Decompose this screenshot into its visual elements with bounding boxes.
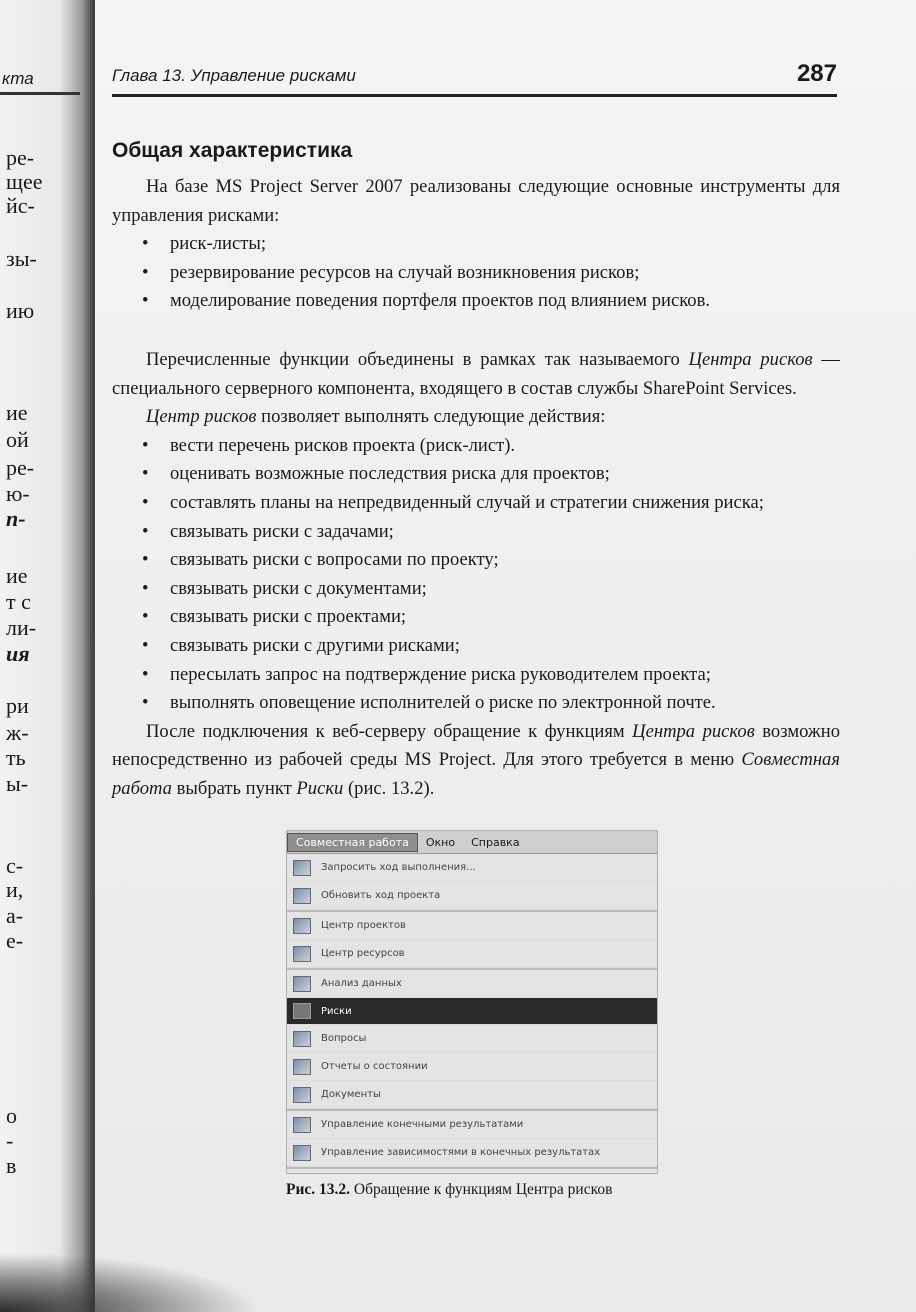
previous-page-fragment: ю-: [6, 481, 30, 506]
menu-item-request-progress[interactable]: [287, 854, 657, 882]
running-header: [112, 60, 837, 97]
menu-item-label: Документы: [321, 1089, 381, 1100]
menu-collaboration[interactable]: Совместная работа: [287, 833, 418, 852]
previous-page-fragment: ы-: [6, 771, 29, 796]
menu-item-label: Центр ресурсов: [321, 948, 405, 959]
dependencies-icon: [293, 1145, 311, 1161]
text-run: Перечисленные функции объединены в рамках так называемого: [146, 348, 689, 370]
intro-paragraph: На базе MS Project Server 2007 реализованы следующие основные инструменты для управления рисками:: [112, 176, 840, 226]
previous-page-fragment: т с: [6, 589, 31, 614]
menu-item-data-analysis[interactable]: [287, 968, 657, 998]
text-run: После подключения к веб-серверу обращение к функциям: [146, 720, 633, 742]
term-risk-center: Центр рисков: [146, 406, 257, 428]
list-item: • выполнять оповещение исполнителей о риске по электронной почте.: [112, 689, 840, 718]
page-content: [112, 138, 840, 803]
deliverables-icon: [293, 1117, 311, 1133]
menu-help[interactable]: Справка: [471, 835, 520, 849]
list-item: • пересылать запрос на подтверждение риска руководителем проекта;: [112, 661, 840, 690]
list-item: • моделирование поведения портфеля проектов под влиянием рисков.: [112, 287, 840, 316]
previous-page-header-rule: [0, 92, 80, 95]
menu-item-collaboration-options[interactable]: [287, 1167, 657, 1174]
menu-item-issues[interactable]: [287, 1025, 657, 1053]
menu-screenshot-figure: [286, 830, 658, 1174]
list-item: • риск-листы;: [112, 230, 840, 259]
previous-page-fragment: а-: [6, 903, 24, 928]
previous-page-fragment: ие: [6, 563, 28, 588]
resource-center-icon: [293, 946, 311, 962]
text-run: возможно непосредственно из рабочей среды MS Project. Для этого требуется в меню: [112, 720, 841, 771]
previous-page-fragment: йс-: [6, 193, 35, 218]
text-run: выбрать пункт: [171, 777, 297, 799]
menu-item-label: Анализ данных: [321, 978, 402, 989]
previous-page-fragment: о: [6, 1103, 17, 1128]
previous-page-fragment: -: [6, 1128, 14, 1153]
request-icon: [293, 860, 311, 876]
menubar: [287, 831, 657, 854]
previous-page-fragment: ию: [6, 298, 35, 323]
menu-item-risks[interactable]: [287, 998, 657, 1025]
previous-page-fragment: ой: [6, 427, 29, 452]
collaboration-menu-dropdown: [287, 854, 657, 1174]
connection-paragraph: [112, 718, 840, 804]
chapter-title: Глава 13. Управление рисками: [112, 66, 356, 85]
menu-item-documents[interactable]: [287, 1081, 657, 1109]
actions-intro-paragraph: [112, 403, 840, 432]
term-risk-center: Центра рисков: [632, 720, 755, 742]
term-collaboration-menu: Совместная работа: [112, 749, 840, 799]
previous-page-fragment: е-: [6, 928, 24, 953]
menu-item-label: Вопросы: [321, 1033, 367, 1044]
report-icon: [293, 1059, 311, 1075]
menu-item-label: Обновить ход проекта: [321, 890, 441, 901]
list-item: • связывать риски с задачами;: [112, 518, 840, 547]
text-run: — специального серверного компонента, входящего в состав службы SharePoint Services.: [112, 348, 841, 399]
previous-page-fragment: зы-: [6, 246, 37, 271]
tools-list: [112, 230, 840, 316]
menu-item-label: Запросить ход выполнения...: [321, 862, 476, 873]
list-item: • резервирование ресурсов на случай возникновения рисков;: [112, 259, 840, 288]
previous-page-fragment: щее: [6, 169, 43, 194]
previous-page-fragment: и,: [6, 877, 24, 902]
previous-page-fragment: ия: [6, 641, 30, 666]
list-item: • оценивать возможные последствия риска для проектов;: [112, 460, 840, 489]
text-run: (рис. 13.2).: [343, 777, 435, 799]
risk-center-paragraph: [112, 346, 840, 403]
list-item: • связывать риски с вопросами по проекту;: [112, 546, 840, 575]
update-icon: [293, 888, 311, 904]
section-heading: Общая характеристика: [112, 139, 353, 162]
previous-page-fragment: кта: [2, 69, 34, 88]
previous-page-fragment: ие: [6, 400, 28, 425]
issues-icon: [293, 1031, 311, 1047]
list-item: • составлять планы на непредвиденный случай и стратегии снижения риска;: [112, 489, 840, 518]
page-number: 287: [796, 60, 837, 87]
list-item: • связывать риски с документами;: [112, 575, 840, 604]
menu-item-label: Центр проектов: [321, 920, 406, 931]
menu-window[interactable]: Окно: [425, 835, 456, 849]
previous-page-fragment: ре-: [6, 455, 35, 480]
list-item: • вести перечень рисков проекта (риск-лист).: [112, 432, 840, 461]
list-item: • связывать риски с другими рисками;: [112, 632, 840, 661]
text-run: позволяет выполнять следующие действия:: [256, 406, 606, 428]
previous-page-fragment: в: [6, 1153, 17, 1178]
previous-page-fragment: ж-: [6, 720, 29, 745]
menu-item-update-progress[interactable]: [287, 882, 657, 910]
menu-item-project-center[interactable]: [287, 910, 657, 940]
term-risk-center: Центра рисков: [688, 348, 813, 370]
caption-text: Обращение к функциям Центра рисков: [350, 1181, 613, 1198]
previous-page-fragment: ре-: [6, 145, 35, 170]
previous-page-fragment: ри: [6, 693, 29, 718]
list-item: • связывать риски с проектами;: [112, 603, 840, 632]
menu-item-label: Управление зависимостями в конечных результатах: [321, 1147, 601, 1158]
analysis-icon: [293, 976, 311, 992]
previous-page-fragment: ть: [6, 745, 26, 770]
caption-label: Рис. 13.2.: [286, 1181, 351, 1198]
menu-item-status-reports[interactable]: [287, 1053, 657, 1081]
menu-item-resource-center[interactable]: [287, 940, 657, 968]
menu-item-label: Риски: [321, 1005, 352, 1017]
previous-page-edge: [0, 0, 80, 1312]
menu-item-deliverable-dependencies[interactable]: [287, 1139, 657, 1167]
previous-page-fragment: с-: [6, 853, 24, 878]
risks-icon: [293, 1003, 311, 1019]
term-risks-item: Риски: [296, 777, 344, 799]
previous-page-fragment: п-: [6, 506, 26, 531]
figure-caption: [286, 1181, 666, 1199]
actions-list: [112, 432, 840, 718]
menu-item-deliverables[interactable]: [287, 1109, 657, 1139]
menu-item-label: Управление конечными результатами: [321, 1119, 524, 1130]
folder-icon: [293, 1087, 311, 1103]
previous-page-fragment: ли-: [6, 615, 37, 640]
project-center-icon: [293, 918, 311, 934]
menu-item-label: Отчеты о состоянии: [321, 1061, 428, 1072]
